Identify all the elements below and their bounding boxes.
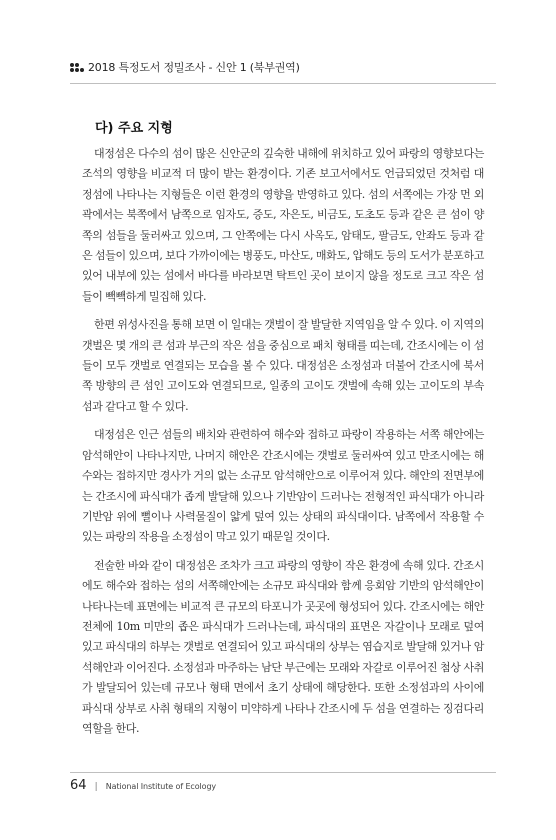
- paragraph-1: 대정섬은 다수의 섬이 많은 신안군의 깊숙한 내해에 위치하고 있어 파랑의 영향보다는 조석의 영향을 비교적 더 많이 받는 환경이다. 기존 보고서에서도 언급되었던 것처럼 대정섬에 나타나는 지형들은 이런 환경의 영향을 반영하고 있다. 섬의 서쪽에는 가장 먼 외곽에서는 북쪽에서 남쪽으로 임자도, 증도, 자은도, 비금도, 도초도 등과 같은 큰 섬이 양쪽의 섬들을 둘러싸고 있으며, 그 안쪽에는 다시 사옥도, 암태도, 팔금도, 안좌도 등과 같은 섬들이 있으며, 보다 가까이에는 병풍도, 마산도, 매화도, 압해도 등의 도서가 분포하고 있어 내부에 있는 섬에서 바다를 바라보면 탁트인 곳이 보이지 않을 정도로 크고 작은 섬들이 빽빽하게 밀집해 있다.: [82, 147, 484, 303]
- paragraph-2: 한편 위성사진을 통해 보면 이 일대는 갯벌이 잘 발달한 지역임을 알 수 있다. 이 지역의 갯벌은 몇 개의 큰 섬과 부근의 작은 섬을 중심으로 패치 형태를 띠는데, 간조시에는 이 섬들이 모두 갯벌로 연결되는 모습을 볼 수 있다. 대정섬은 소정섬과 더불어 간조시에 북서쪽 방향의 큰 섬인 고이도와 연결되므로, 일종의 고이도 갯벌에 속해 있는 고이도의 부속섬과 같다고 할 수 있다.: [82, 318, 484, 413]
- paragraph-3: 대정섬은 인근 섬들의 배치와 관련하여 해수와 접하고 파랑이 작용하는 서쪽 해안에는 암석해안이 나타나지만, 나머지 해안은 간조시에는 갯벌로 둘러싸여 있고 만조시에는 해수와는 접하지만 경사가 거의 없는 소규모 암석해안으로 이루어져 있다. 해안의 전면부에는 간조시에 파식대가 좁게 발달해 있으나 기반암이 드러나는 전형적인 파식대가 아니라 기반암 위에 뻘이나 사력물질이 얇게 덮여 있는 상태의 파식대이다. 남쪽에서 작용할 수 있는 파랑의 작용을 소정섬이 막고 있기 때문일 것이다.: [82, 428, 484, 544]
- footer-divider: [70, 772, 496, 773]
- section-title: 다) 주요 지형: [95, 121, 173, 136]
- page-number: 64: [70, 778, 87, 793]
- page-footer: [70, 774, 216, 793]
- body-text: [82, 144, 484, 747]
- running-header: [70, 58, 496, 78]
- bullet-dots-icon: [70, 63, 84, 73]
- paragraph-4: 전술한 바와 같이 대정섬은 조차가 크고 파랑의 영향이 작은 환경에 속해 있다. 간조시에도 해수와 접하는 섬의 서쪽해안에는 소규모 파식대와 함께 응회암 기반의 암석해안이 나타나는데 표면에는 비교적 큰 규모의 타포니가 곳곳에 형성되어 있다. 간조시에는 해안 전체에 10m 미만의 좁은 파식대가 드러나는데, 파식대의 표면은 자갈이나 모래로 덮여 있고 파식대의 하부는 갯벌로 연결되어 있고 파식대의 상부는 염습지로 발달해 있거나 암석해안과 이어진다. 소정섬과 마주하는 남단 부근에는 모래와 자갈로 이루어진 첨상 사취가 발달되어 있는데 규모나 형태 면에서 초기 상태에 해당한다. 또한 소정섬과의 사이에 파식대 상부로 사취 형태의 지형이 미약하게 나타나 간조시에 두 섬을 연결하는 징검다리 역할을 한다.: [82, 558, 484, 735]
- footer-separator: |: [94, 782, 98, 792]
- header-title: 2018 특정도서 정밀조사 - 신안 1 (북부권역): [88, 61, 300, 74]
- footer-organization: National Institute of Ecology: [105, 782, 217, 791]
- header-divider: [70, 83, 496, 84]
